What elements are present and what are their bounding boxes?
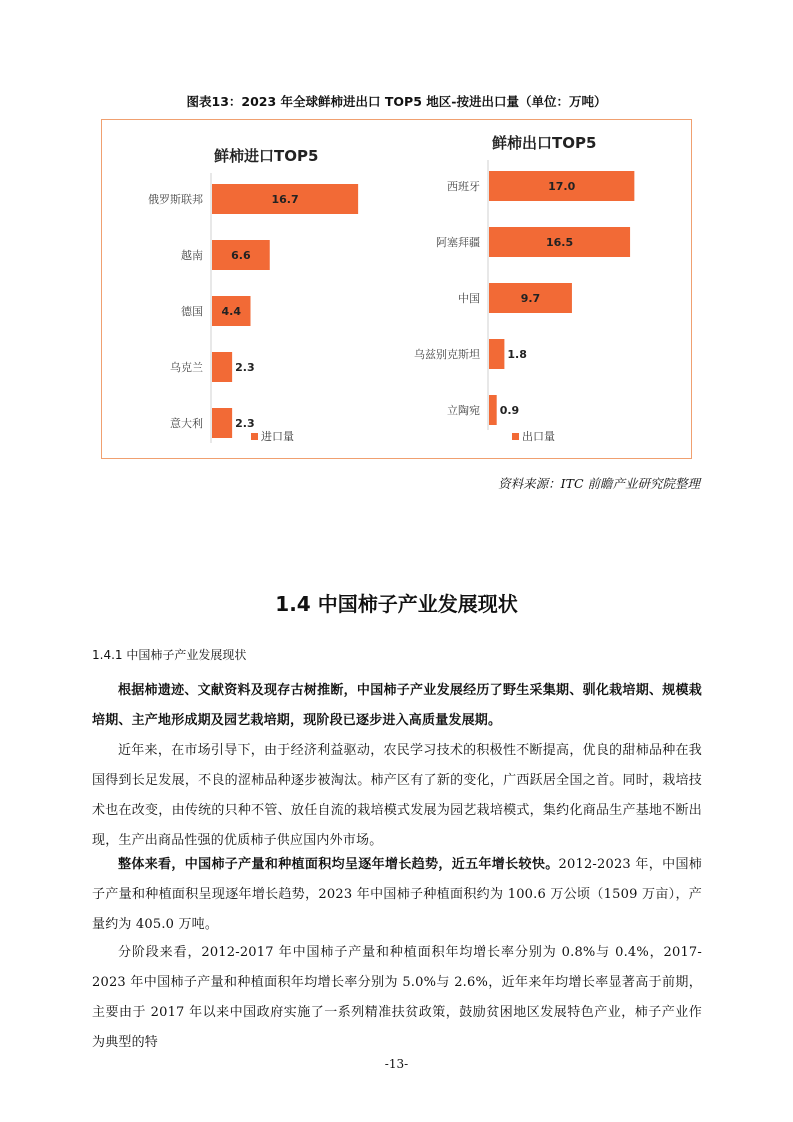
paragraph-3: [92, 850, 702, 940]
chart-1-bar: [212, 408, 232, 438]
chart-frame: [101, 119, 692, 459]
chart-2-category-label: 立陶宛: [447, 404, 480, 417]
chart-2-category-label: 西班牙: [447, 180, 480, 193]
chart-2-title: 鲜柿出口TOP5: [492, 134, 597, 152]
chart-2-category-label: 乌兹别克斯坦: [414, 348, 480, 361]
source-note: 资料来源：ITC 前瞻产业研究院整理: [498, 476, 700, 491]
chart-1-category-label: 意大利: [170, 417, 203, 430]
paragraph-4: [92, 938, 702, 1058]
chart-1-legend-swatch: [251, 433, 258, 440]
chart-1-category-label: 俄罗斯联邦: [148, 193, 203, 206]
chart-1-category-label: 德国: [181, 305, 203, 318]
chart-1-category-label: 乌克兰: [170, 361, 203, 374]
chart-2-data-label: 16.5: [545, 236, 574, 249]
section-title: 1.4 中国柿子产业发展现状: [275, 592, 518, 616]
chart-1-data-label: 2.3: [235, 417, 255, 430]
paragraph-1: [92, 676, 702, 736]
chart-2-bar: [489, 395, 497, 425]
chart-1-legend-label: 进口量: [261, 430, 294, 443]
subsection-title: 1.4.1 中国柿子产业发展现状: [92, 648, 247, 662]
paragraph-3-bold: 整体来看，中国柿子产量和种植面积均呈逐年增长趋势，近五年增长较快。: [118, 857, 559, 872]
chart-2-data-label: 9.7: [520, 292, 541, 305]
chart-2-bar: [489, 339, 504, 369]
chart-1-data-label: 4.4: [221, 305, 241, 318]
chart-1-data-label: 6.6: [231, 249, 251, 262]
chart-2-category-label: 阿塞拜疆: [436, 236, 480, 249]
chart-2-category-label: 中国: [458, 292, 480, 305]
chart-1-category-label: 越南: [181, 249, 203, 262]
chart-1-data-label: 2.3: [235, 361, 255, 374]
paragraph-1-bold: 根据柿遗迹、文献资料及现存古树推断，中国柿子产业发展经历了野生采集期、驯化栽培期、规模栽培期、主产地形成期及园艺栽培期，现阶段已逐步进入高质量发展期。: [92, 683, 702, 728]
paragraph-4-text: 分阶段来看，2012-2017 年中国柿子产量和种植面积年均增长率分别为 0.8%与 0.4%，2017-2023 年中国柿子产量和种植面积年均增长率分别为 5.0%与 2.6%，近年来年均增长率显著高于前期，主要由于 2017 年以来中国政府实施了一系列精准扶贫政策，鼓励贫困地区发展特色产业，柿子产业作为典型的特: [92, 945, 702, 1050]
chart-2-data-label: 1.8: [507, 348, 527, 361]
chart-1-bar: [212, 352, 232, 382]
chart-2-legend-swatch: [512, 433, 519, 440]
page-number: -13-: [384, 1057, 409, 1071]
chart-1-data-label: 16.7: [271, 193, 299, 206]
paragraph-2: [92, 736, 702, 856]
paragraph-3-text: 2012-2023 年，中国柿子产量和种植面积呈现逐年增长趋势，2023 年中国柿子种植面积约为 100.6 万公顷（1509 万亩），产量约为 405.0 万吨。: [92, 857, 702, 932]
chart-2-data-label: 17.0: [548, 180, 576, 193]
paragraph-2-text: 近年来，在市场引导下，由于经济利益驱动，农民学习技术的积极性不断提高，优良的甜柿品种在我国得到长足发展，不良的涩柿品种逐步被淘汰。柿产区有了新的变化，广西跃居全国之首。同时，栽培技术也在改变，由传统的只种不管、放任自流的栽培模式发展为园艺栽培模式，集约化商品生产基地不断出现，生产出商品性强的优质柿子供应国内外市场。: [92, 743, 702, 848]
chart-2-legend-label: 出口量: [522, 430, 555, 443]
figure-caption: 图表13：2023 年全球鲜柿进出口 TOP5 地区-按进出口量（单位：万吨）: [186, 94, 607, 109]
bar-charts: [102, 120, 693, 460]
chart-2-data-label: 0.9: [499, 404, 520, 417]
chart-1-title: 鲜柿进口TOP5: [214, 147, 319, 165]
